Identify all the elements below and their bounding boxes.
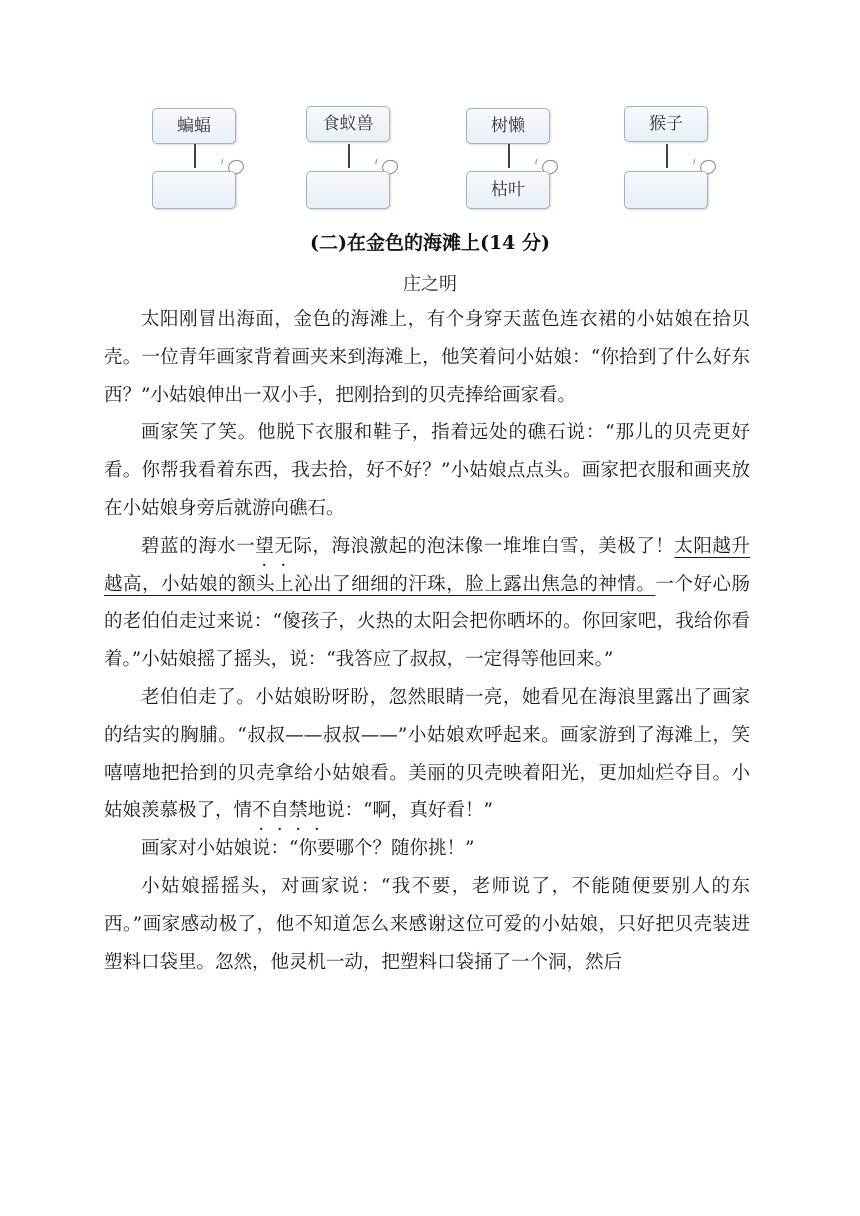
dotted-char: 情 xyxy=(233,800,253,822)
connector-line xyxy=(666,144,668,168)
paragraph: 画家对小姑娘说：“你要哪个？随你挑！” xyxy=(141,838,475,860)
animal-diagram xyxy=(140,100,740,218)
article-body xyxy=(104,301,750,981)
answer-box[interactable] xyxy=(624,171,708,209)
animal-box: 猴子 xyxy=(624,106,708,142)
paragraph: 画家笑了笑。他脱下衣服和鞋子，指着远处的礁石说：“那儿的贝壳更好看。你帮我看着东西，我去拾，好不好？”小姑娘点点头。画家把衣服和画夹放在小姑娘身旁后就游向礁石。 xyxy=(104,422,750,519)
text-span: 碧蓝的海水 xyxy=(141,535,237,557)
answer-box[interactable] xyxy=(152,171,236,209)
text-span: 老伯伯走了。小姑娘盼呀盼，忽然眼睛一亮，她看见在海浪里露出了画家的结实的胸脯。“叔叔——叔叔——”小姑娘欢呼起来。画家游到了海滩上，笑嘻嘻地把拾到的贝壳拿给小姑娘看。美丽的贝壳映着阳光，更加灿烂夺目。小姑娘羡慕极了， xyxy=(104,686,750,822)
author-name: 庄之明 xyxy=(403,274,457,295)
dotted-char: 自 xyxy=(270,800,290,822)
animal-box: 食蚁兽 xyxy=(306,106,390,142)
diagram-pair-anteater xyxy=(306,100,396,212)
animal-box: 树懒 xyxy=(466,108,550,144)
answer-box[interactable] xyxy=(306,171,390,209)
text-span: 无际，海浪激起的泡沫像一堆堆白雪，美极了！ xyxy=(274,535,675,557)
dotted-phrase xyxy=(236,536,274,557)
text-span: 地说：“啊，真好看！” xyxy=(307,800,493,822)
paragraph: 太阳刚冒出海面，金色的海滩上，有个身穿天蓝色连衣裙的小姑娘在拾贝壳。一位青年画家背着画夹来到海滩上，他笑着问小姑娘：“你拾到了什么好东西？”小姑娘伸出一双小手，把刚拾到的贝壳捧给画家看。 xyxy=(104,309,750,406)
diagram-pair-sloth xyxy=(466,100,556,212)
dotted-char: 望 xyxy=(255,535,275,557)
diagram-pair-bat xyxy=(152,100,242,212)
connector-line xyxy=(348,144,350,168)
paragraph xyxy=(104,679,750,830)
dotted-phrase xyxy=(234,800,308,821)
answer-box[interactable]: 枯叶 xyxy=(466,171,550,209)
section-title: (二)在金色的海滩上(14 分) xyxy=(309,232,550,254)
diagram-pair-monkey xyxy=(624,100,714,212)
connector-line xyxy=(194,144,196,168)
dotted-char: 一 xyxy=(236,535,256,557)
connector-line xyxy=(508,144,510,168)
paragraph xyxy=(104,528,750,679)
dotted-char: 不 xyxy=(252,800,271,822)
text-span: 一个好心肠的老伯伯走过来说：“傻孩子，火热的太阳会把你晒坏的。你回家吧，我给你看着。”小姑娘摇了摇头，说：“我答应了叔叔，一定得等他回来。” xyxy=(104,573,750,671)
animal-box: 蝙蝠 xyxy=(152,108,236,144)
paragraph: 小姑娘摇摇头，对画家说：“我不要，老师说了，不能随便要别人的东西。”画家感动极了，他不知道怎么来感谢这位可爱的小姑娘，只好把贝壳装进塑料口袋里。忽然，他灵机一动，把塑料口袋捅了一个洞，然后 xyxy=(104,875,750,973)
dotted-char: 禁 xyxy=(289,800,308,822)
underlined-sentence: 太阳越升越高，小姑娘的额头上沁出了细细的汗珠，脸上露出焦急的神情。 xyxy=(104,535,750,595)
